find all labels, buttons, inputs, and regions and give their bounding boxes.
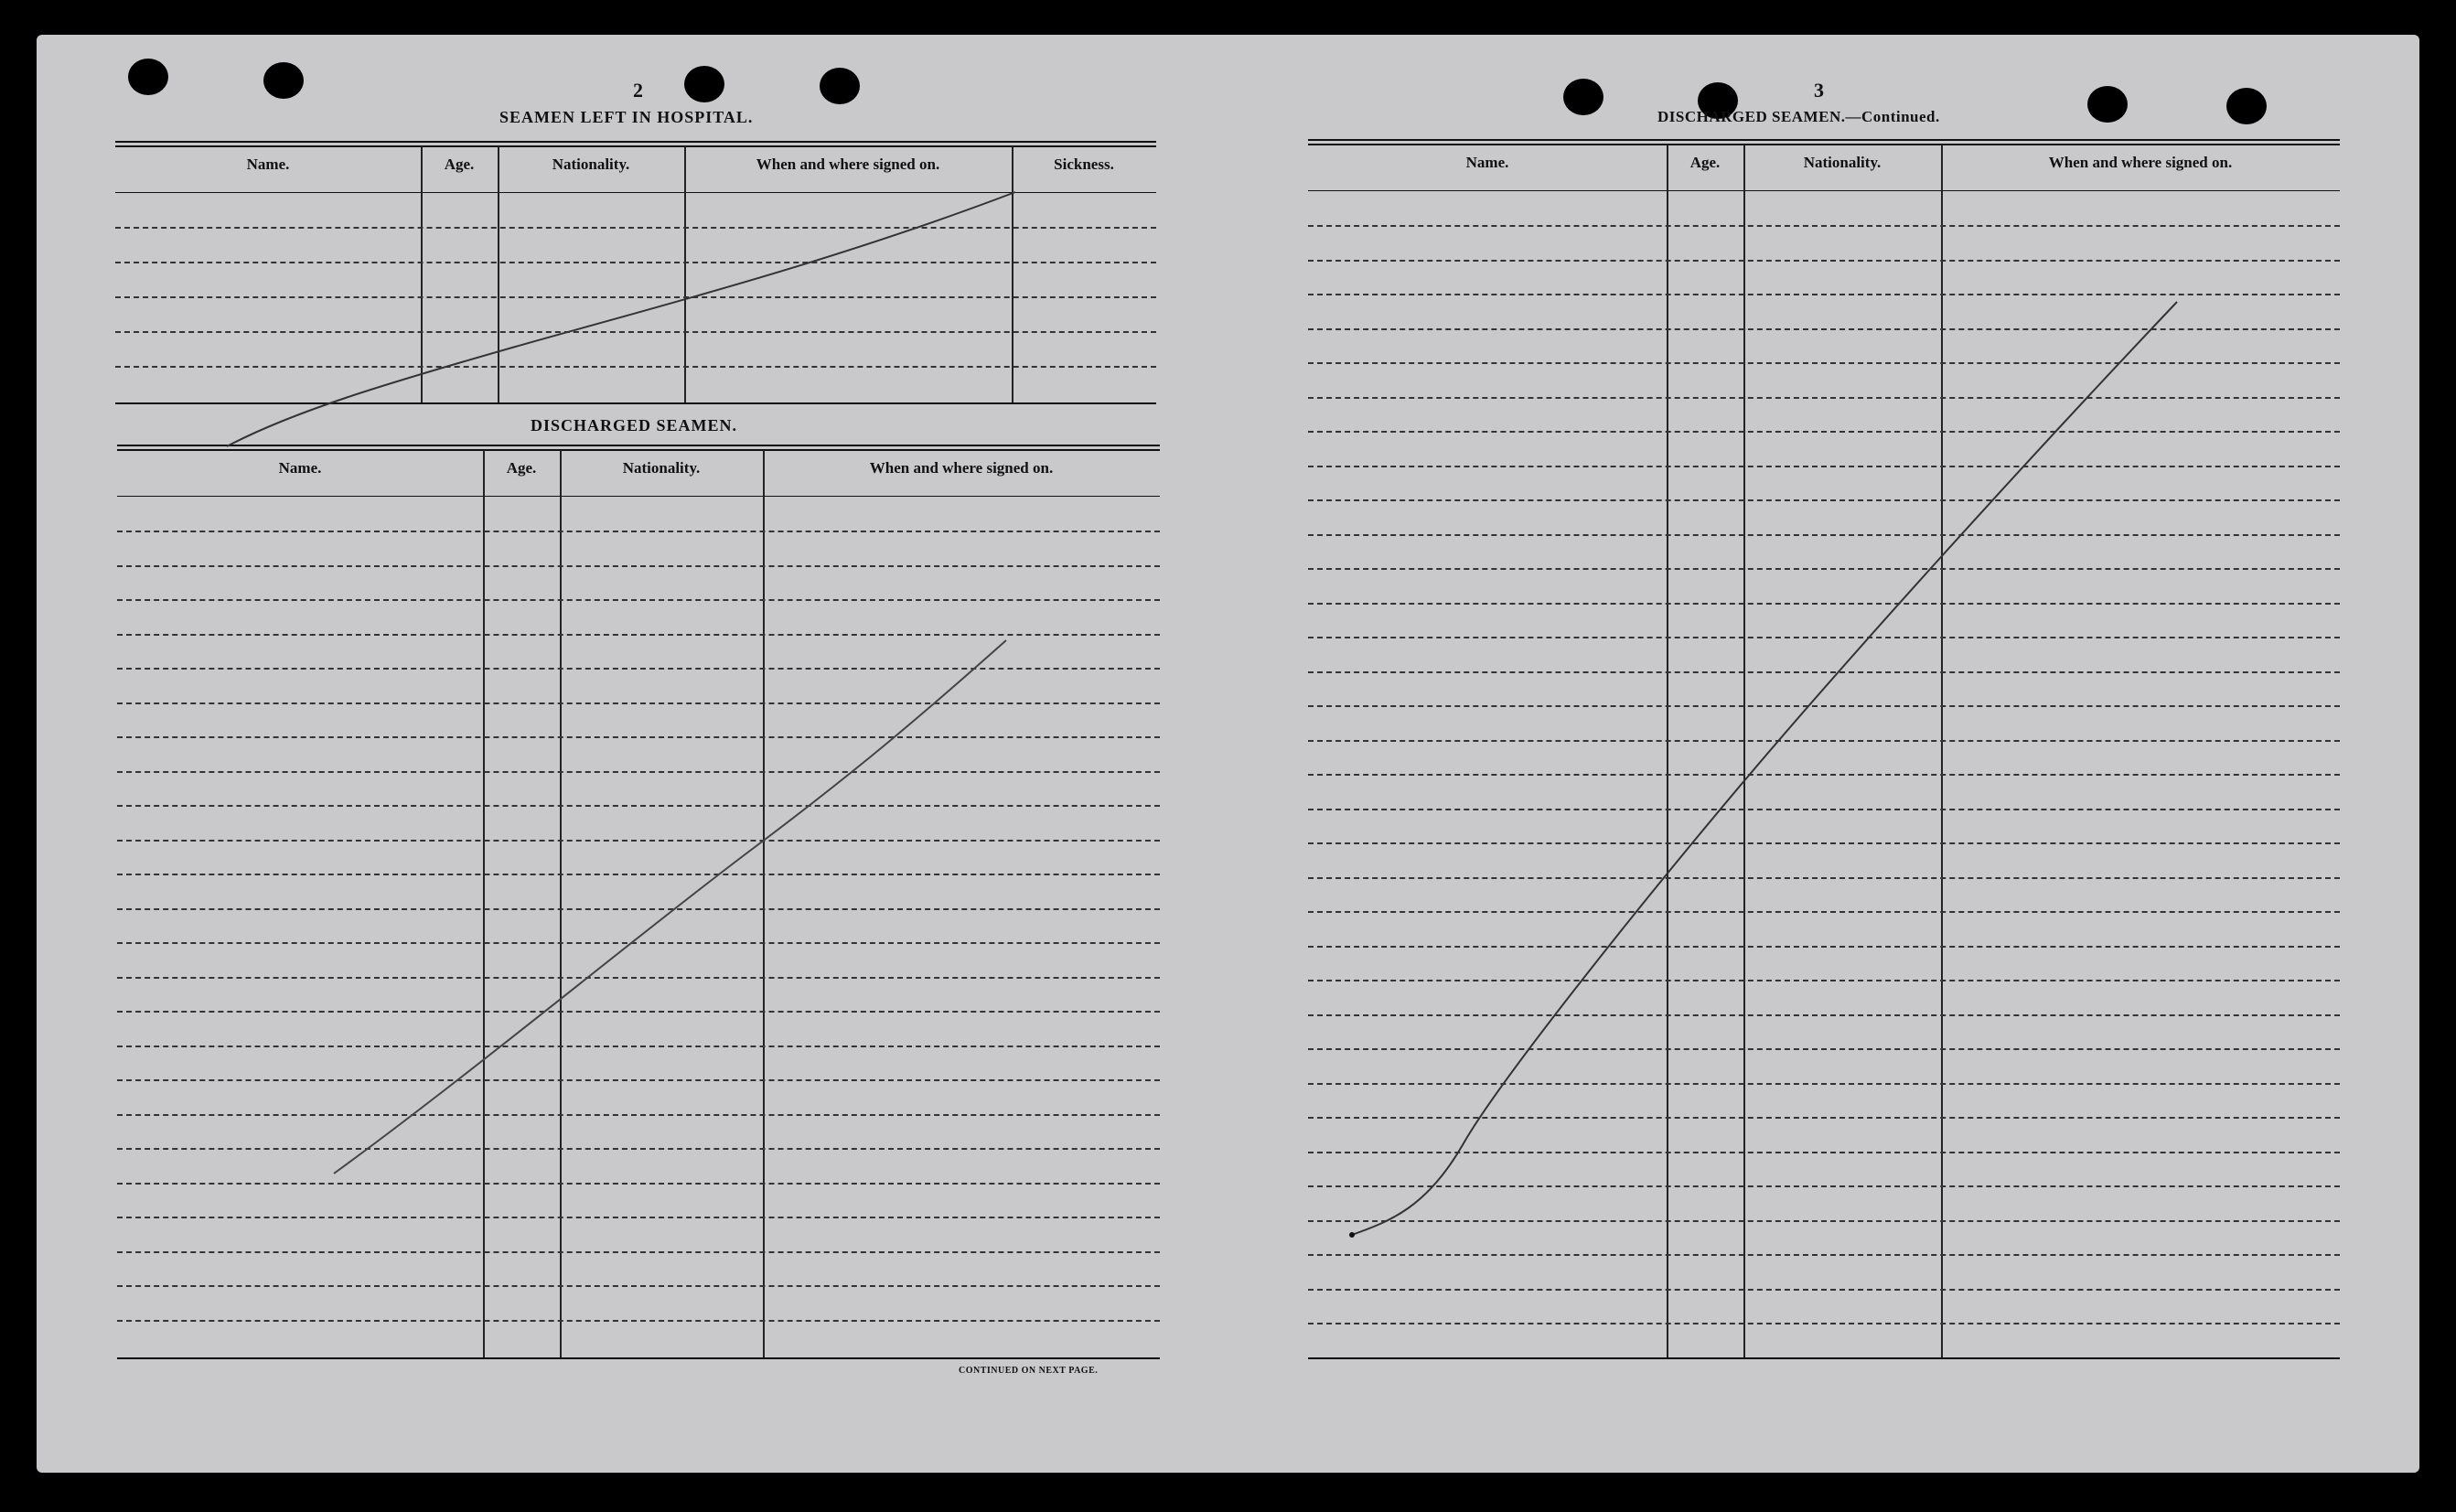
ruled-line: [117, 668, 1160, 670]
page-number-left: 2: [633, 79, 643, 102]
discharged-continued-title: DISCHARGED SEAMEN.—Continued.: [1657, 108, 1940, 125]
col-header-nationality: Nationality.: [622, 459, 701, 477]
ruled-line: [117, 805, 1160, 807]
punch-hole: [1563, 79, 1603, 115]
ruled-line: [117, 1114, 1160, 1116]
hospital-table: [115, 141, 1156, 404]
ruled-line: [117, 1046, 1160, 1047]
col-header-age: Age.: [444, 155, 475, 173]
ruled-line: [117, 977, 1160, 979]
col-header-age: Age.: [506, 459, 537, 477]
ruled-line: [1308, 1323, 2340, 1324]
ruled-line: [117, 634, 1160, 636]
ruled-line: [117, 1079, 1160, 1081]
ruled-line: [1308, 294, 2340, 295]
ruled-line: [1308, 1152, 2340, 1153]
ruled-line: [1308, 946, 2340, 948]
ruled-line: [117, 1148, 1160, 1150]
ruled-line: [1308, 1014, 2340, 1016]
ruled-line: [1308, 1254, 2340, 1256]
punch-hole: [128, 59, 168, 95]
ruled-line: [1308, 809, 2340, 810]
col-header-name: Name.: [246, 155, 290, 173]
ruled-line: [117, 1217, 1160, 1218]
ruled-line: [1308, 260, 2340, 262]
ruled-line: [1308, 1185, 2340, 1187]
ruled-line: [117, 531, 1160, 532]
punch-hole: [820, 68, 860, 104]
punch-hole: [684, 66, 724, 102]
col-header-signed-on: When and where signed on.: [2048, 154, 2233, 171]
ruled-line: [1308, 1048, 2340, 1050]
ruled-line: [1308, 534, 2340, 536]
ruled-line: [1308, 466, 2340, 467]
ruled-line: [1308, 1289, 2340, 1291]
ruled-line: [117, 1320, 1160, 1322]
ruled-line: [1308, 603, 2340, 605]
ruled-line: [117, 1285, 1160, 1287]
ruled-line: [1308, 431, 2340, 433]
col-header-nationality: Nationality.: [1803, 154, 1882, 171]
ruled-line: [117, 1183, 1160, 1185]
ruled-line: [1308, 568, 2340, 570]
ruled-line: [1308, 1220, 2340, 1222]
ruled-line: [1308, 671, 2340, 673]
ruled-line: [1308, 774, 2340, 776]
col-header-name: Name.: [278, 459, 322, 477]
ruled-line: [117, 874, 1160, 875]
ruled-line: [117, 1011, 1160, 1013]
punch-hole: [263, 62, 304, 99]
discharged-table-right: [1308, 139, 2340, 1359]
discharged-table-left: [117, 445, 1160, 1359]
ruled-line: [117, 840, 1160, 842]
ruled-line: [117, 1251, 1160, 1253]
ruled-line: [1308, 499, 2340, 501]
ruled-line: [117, 736, 1160, 738]
ruled-line: [117, 908, 1160, 910]
col-header-nationality: Nationality.: [552, 155, 630, 173]
ruled-line: [1308, 637, 2340, 638]
ruled-line: [1308, 328, 2340, 330]
continued-note: CONTINUED ON NEXT PAGE.: [959, 1366, 1099, 1376]
punch-hole: [2087, 86, 2128, 123]
col-header-signed-on: When and where signed on.: [869, 459, 1054, 477]
punch-hole: [2226, 88, 2267, 124]
ruled-line: [1308, 1117, 2340, 1119]
ruled-line: [117, 565, 1160, 567]
ruled-line: [1308, 740, 2340, 742]
col-header-signed-on: When and where signed on.: [756, 155, 940, 173]
ruled-line: [1308, 842, 2340, 844]
ruled-line: [1308, 397, 2340, 399]
ruled-line: [1308, 877, 2340, 879]
col-header-sickness: Sickness.: [1054, 155, 1114, 173]
col-header-name: Name.: [1465, 154, 1509, 171]
ruled-line: [117, 942, 1160, 944]
ruled-line: [1308, 1083, 2340, 1085]
ruled-line: [1308, 980, 2340, 981]
hospital-section-title: SEAMEN LEFT IN HOSPITAL.: [499, 108, 754, 126]
discharged-section-title: DISCHARGED SEAMEN.: [531, 416, 738, 434]
ruled-line: [117, 702, 1160, 704]
ruled-line: [117, 599, 1160, 601]
ruled-line: [1308, 911, 2340, 913]
ruled-line: [1308, 362, 2340, 364]
col-header-age: Age.: [1689, 154, 1721, 171]
ruled-line: [117, 771, 1160, 773]
ruled-line: [1308, 705, 2340, 707]
ruled-line: [1308, 225, 2340, 227]
page-number-right: 3: [1814, 79, 1824, 102]
